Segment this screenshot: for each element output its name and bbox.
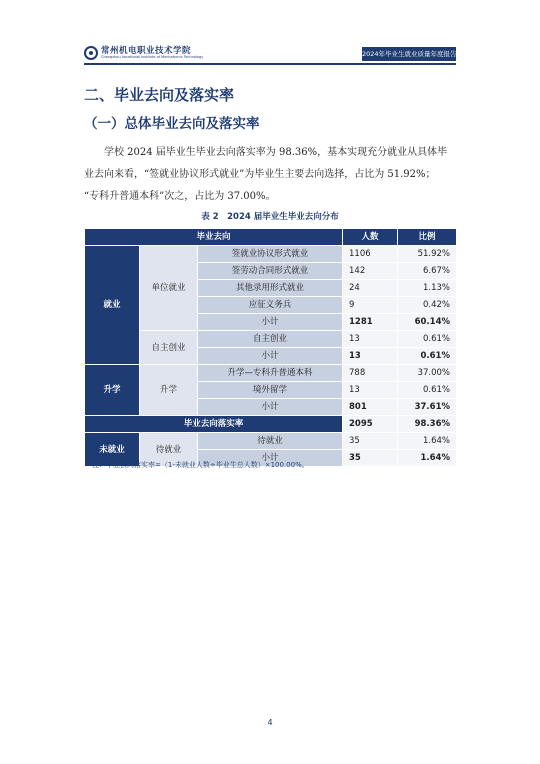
total-count: 2095 <box>343 416 398 433</box>
row-label: 签劳动合同形式就业 <box>198 263 343 280</box>
paragraph-line: 学校 2024 届毕业生毕业去向落实率为 98.36%，基本实现充分就业从具体毕 <box>104 147 448 158</box>
row-label: 应征义务兵 <box>198 297 343 314</box>
subtotal-label: 小计 <box>198 314 343 331</box>
row-ratio: 1.64% <box>398 433 457 450</box>
subtotal-count: 1281 <box>343 314 398 331</box>
subtotal-label: 小计 <box>198 348 343 365</box>
table-row <box>85 331 457 348</box>
table-caption: 表 2 2024 届毕业生毕业去向分布 <box>201 212 339 222</box>
group-unemployed: 未就业 <box>85 433 140 467</box>
table-row <box>85 365 457 382</box>
subtotal-count: 13 <box>343 348 398 365</box>
subtotal-label: 小计 <box>198 399 343 416</box>
header-ratio: 比例 <box>398 229 457 246</box>
paragraph-line: 业去向来看，“签就业协议形式就业”为毕业生主要去向选择，占比为 51.92%； <box>84 169 436 180</box>
row-count: 13 <box>343 382 398 399</box>
total-row <box>85 416 457 433</box>
subtotal-ratio: 1.64% <box>398 450 457 467</box>
row-ratio: 6.67% <box>398 263 457 280</box>
subtotal-ratio: 60.14% <box>398 314 457 331</box>
row-count: 788 <box>343 365 398 382</box>
table-note: 注：毕业去向落实率=（1-未就业人数÷毕业生总人数）×100.00%。 <box>92 461 309 469</box>
page-number: 4 <box>267 718 273 727</box>
table-header-row <box>85 229 457 246</box>
school-logo-icon <box>84 46 98 60</box>
row-count: 24 <box>343 280 398 297</box>
destination-table <box>84 228 457 467</box>
subgroup-unit-employment: 单位就业 <box>140 246 198 331</box>
row-label: 待就业 <box>198 433 343 450</box>
subtotal-count: 35 <box>343 450 398 467</box>
body-paragraph <box>84 142 456 208</box>
row-count: 9 <box>343 297 398 314</box>
row-count: 35 <box>343 433 398 450</box>
subsection-title: （一）总体毕业去向及落实率 <box>84 116 260 132</box>
header-divider <box>84 63 456 65</box>
row-count: 142 <box>343 263 398 280</box>
total-ratio: 98.36% <box>398 416 457 433</box>
row-label: 升学—专科升普通本科 <box>198 365 343 382</box>
school-name-en: Changzhou Vocational Institute of Mechatronic Technology <box>101 55 204 59</box>
section-title: 二、毕业去向及落实率 <box>84 86 235 104</box>
paragraph-line: “专科升普通本科”次之，占比为 37.00%。 <box>84 191 276 202</box>
subtotal-ratio: 37.61% <box>398 399 457 416</box>
row-count: 13 <box>343 331 398 348</box>
group-employment: 就业 <box>85 246 140 365</box>
row-label: 境外留学 <box>198 382 343 399</box>
row-ratio: 1.13% <box>398 280 457 297</box>
row-ratio: 51.92% <box>398 246 457 263</box>
row-label: 其他录用形式就业 <box>198 280 343 297</box>
total-label: 毕业去向落实率 <box>85 416 343 433</box>
subtotal-ratio: 0.61% <box>398 348 457 365</box>
row-ratio: 0.61% <box>398 331 457 348</box>
school-name: 常州机电职业技术学院 <box>101 46 192 56</box>
table-row <box>85 433 457 450</box>
row-ratio: 37.00% <box>398 365 457 382</box>
row-ratio: 0.42% <box>398 297 457 314</box>
row-ratio: 0.61% <box>398 382 457 399</box>
subtotal-count: 801 <box>343 399 398 416</box>
subgroup-study: 升学 <box>140 365 198 416</box>
row-label: 自主创业 <box>198 331 343 348</box>
page-header <box>0 0 540 60</box>
group-further-study: 升学 <box>85 365 140 416</box>
table-row <box>85 246 457 263</box>
subtotal-label: 小计 <box>198 450 343 467</box>
subgroup-self-employment: 自主创业 <box>140 331 198 365</box>
row-count: 1106 <box>343 246 398 263</box>
row-label: 签就业协议形式就业 <box>198 246 343 263</box>
subgroup-waiting: 待就业 <box>140 433 198 467</box>
report-tag: 2024年毕业生就业质量年度报告 <box>362 47 456 61</box>
header-count: 人数 <box>343 229 398 246</box>
header-destination: 毕业去向 <box>85 229 343 246</box>
